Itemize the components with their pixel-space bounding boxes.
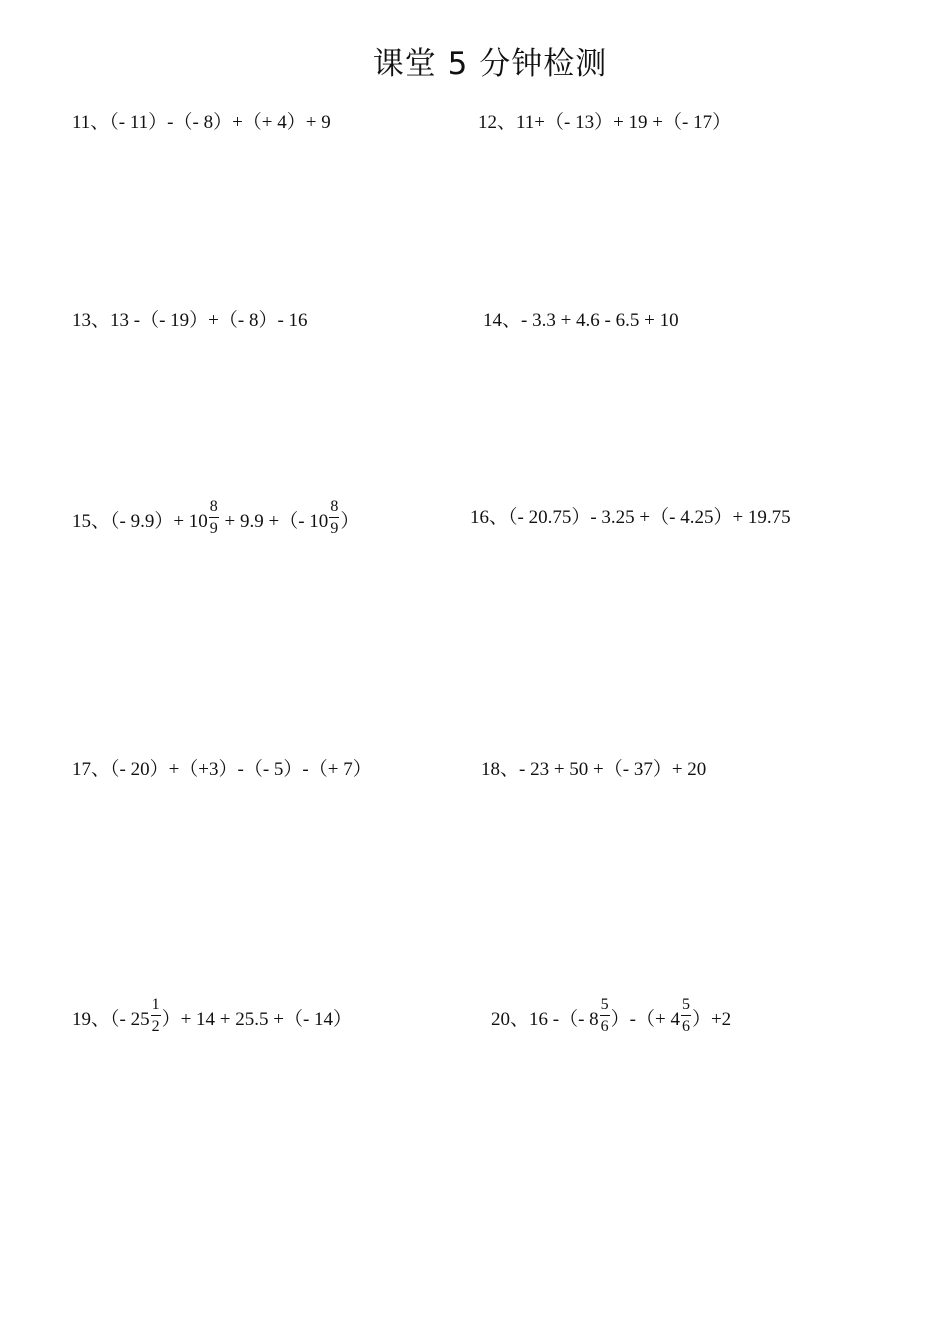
fraction-bar: [151, 1015, 161, 1016]
problem-14: 14、- 3.3 + 4.6 - 6.5 + 10: [483, 310, 679, 331]
fraction-denominator: 6: [600, 1018, 609, 1035]
problem-15-part-c: ）: [340, 511, 360, 532]
fraction-numerator: 8: [209, 498, 218, 515]
fraction-bar: [329, 517, 339, 518]
fraction-8-9: [328, 498, 340, 537]
problem-19-part-b: ）+ 14 + 25.5 +（- 14）: [161, 1009, 353, 1030]
fraction-5-6: [599, 996, 611, 1035]
fraction-denominator: 2: [151, 1018, 160, 1035]
fraction-8-9: [208, 498, 220, 537]
problem-19-part-a: 19、（- 25: [72, 1009, 150, 1030]
fraction-5-6: [680, 996, 692, 1035]
problem-19: [72, 996, 353, 1035]
problem-15-part-b: + 9.9 +（- 10: [219, 511, 329, 532]
problem-15-part-a: 15、（- 9.9）+ 10: [72, 511, 208, 532]
problem-20-part-a: 20、16 -（- 8: [491, 1009, 599, 1030]
problem-20-part-b: ）-（+ 4: [610, 1009, 680, 1030]
problem-13: 13、13 -（- 19）+（- 8）- 16: [72, 310, 308, 331]
problem-12: 12、11+（- 13）+ 19 +（- 17）: [478, 112, 732, 133]
problem-17: 17、（- 20）+（+3）-（- 5）-（+ 7）: [72, 759, 372, 780]
fraction-numerator: 1: [151, 996, 160, 1013]
fraction-denominator: 6: [681, 1018, 690, 1035]
page-title: 课堂 5 分钟检测: [372, 46, 608, 82]
fraction-numerator: 5: [681, 996, 690, 1013]
fraction-bar: [600, 1015, 610, 1016]
fraction-1-2: [150, 996, 162, 1035]
fraction-denominator: 9: [330, 520, 339, 537]
problem-15: [72, 498, 360, 537]
fraction-numerator: 8: [330, 498, 339, 515]
fraction-bar: [209, 517, 219, 518]
problem-20: [491, 996, 732, 1035]
fraction-bar: [681, 1015, 691, 1016]
problem-11: 11、（- 11）-（- 8）+（+ 4）+ 9: [72, 112, 331, 133]
fraction-numerator: 5: [600, 996, 609, 1013]
fraction-denominator: 9: [209, 520, 218, 537]
problem-20-part-c: ）+2: [691, 1009, 732, 1030]
problem-18: 18、- 23 + 50 +（- 37）+ 20: [481, 759, 707, 780]
problem-16: 16、（- 20.75）- 3.25 +（- 4.25）+ 19.75: [470, 507, 791, 528]
